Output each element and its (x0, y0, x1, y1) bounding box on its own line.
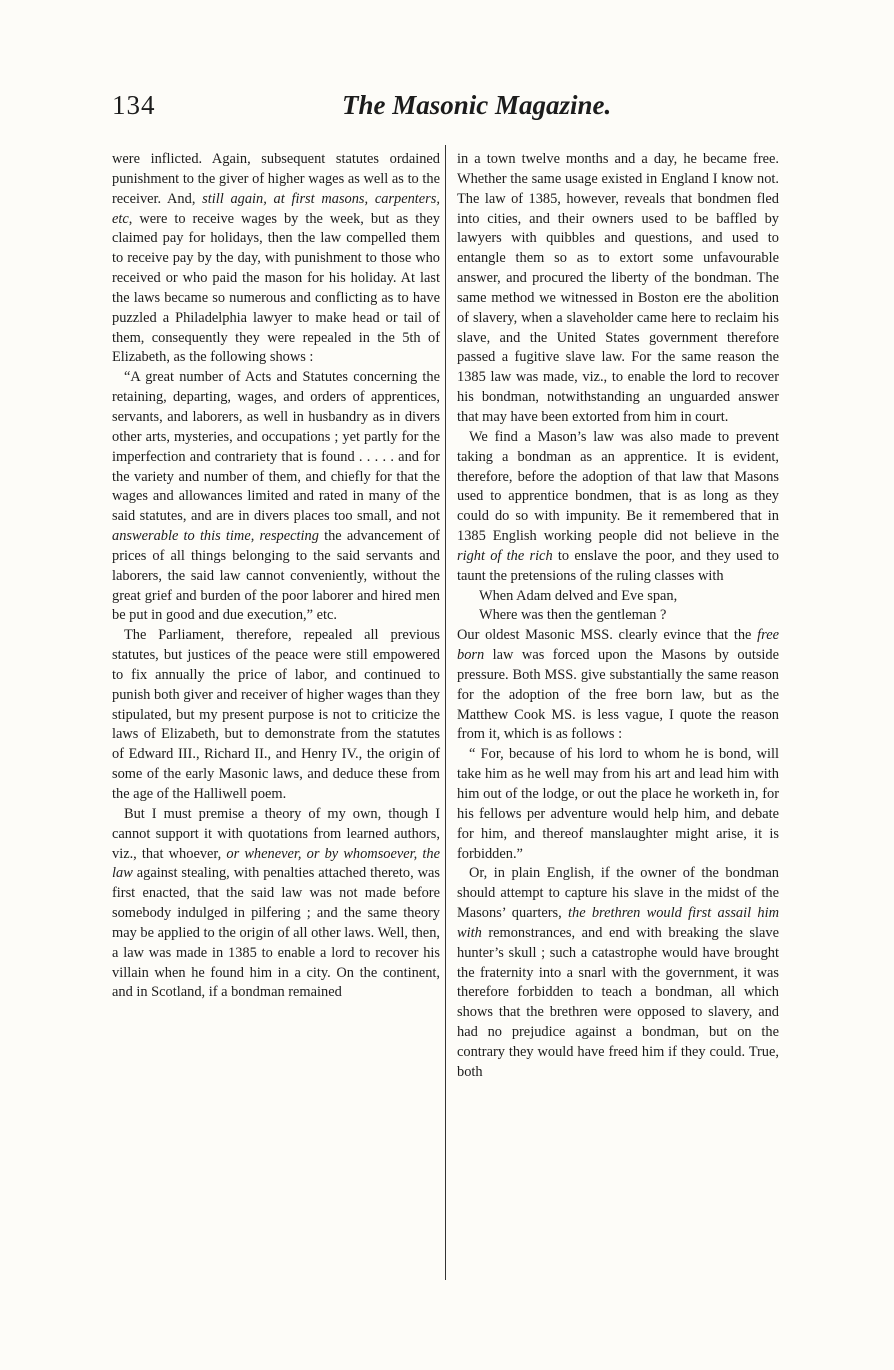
italic-text: answerable to this time, respecting (112, 528, 319, 545)
text-run: Our oldest Masonic MSS. clearly evince that the (457, 627, 752, 644)
text-run: were inflicted. Again, subsequent statutes ordained punishment to the giver of higher wages as well as to the receiver. And, (112, 151, 440, 207)
text-run: remonstrances, and end with breaking the slave hunter’s skull ; such a catastrophe would have brought the fraternity into a snarl with the government, it was therefore forbidden to teach a bondman, all which shows that the brethren were opposed to slavery, and had no prejudice against a bondman, but on the contrary they would have freed him if they could. True, both (457, 924, 779, 1080)
text-run: Or, in plain English, if the owner of the bondman should attempt to capture his slave in the midst of the Masons’ quarters, (457, 865, 779, 922)
text-run: We find a Mason’s law was also made to prevent taking a bondman as an apprentice. It is evident, therefore, before the adoption of that law that Masons used to apprentice bondmen, that is as long as they could do so with impunity. Be it remembered that in 1385 English working people did not believe in the (457, 428, 779, 545)
text-run: , were to receive wages by the week, but as they claimed pay for holidays, then the law compelled them to receive pay by the day, with punishment to those who received or who paid the mason for his holiday. At last the laws became so numerous and conflicting as to have puzzled a Philadelphia lawyer to make head or tail of them, consequently they were repealed in the 5th of Elizabeth, as the following shows : (112, 210, 440, 366)
page-header (112, 90, 776, 130)
right-column (451, 150, 779, 1083)
paragraph: The Parliament, therefore, repealed all previous statutes, but justices of the peace were still empowered to fix annually the price of labor, and continued to punish both giver and receiver of higher wages than they stipulated, but my present purpose is not to criticize the laws of Elizabeth, but to demonstrate from the statutes of Edward III., Richard II., and Henry IV., the origin of some of the early Masonic laws, and deduce these from the age of the Halliwell poem. (112, 627, 440, 802)
italic-text: free born (457, 627, 779, 664)
left-column (112, 150, 440, 1003)
text-run: against stealing, with penalties attached thereto, was first enacted, that the said law was not made before somebody indulged in pilfering ; and the same theory may be applied to the origin of all other laws. Well, then, a law was made in 1385 to enable a lord to recover his villain when he found him in a city. On the continent, and in Scotland, if a bondman remained (112, 865, 440, 1001)
cook-ms-quote: “ For, because of his lord to whom he is bond, will take him as he well may from his art and lead him with him out of the lodge, or out the place he worketh in, for his fellows per adventure would help him, and debate for him, and thereof manslaughter might arise, it is forbidden.” (457, 746, 779, 862)
text-run: law was forced upon the Masons by outside pressure. Both MSS. give substantially the same reason for the adoption of the free born law, but as the Matthew Cook MS. is less vague, I quote the reason from it, which is as follows : (457, 647, 779, 743)
italic-text: or whenever, or by whomsoever, the law (112, 845, 440, 882)
page-number: 134 (112, 90, 156, 120)
paragraph (457, 428, 779, 587)
column-divider (445, 145, 446, 1280)
paragraph (112, 150, 440, 368)
text-run: the advancement of prices of all things belonging to the said servants and laborers, the said law cannot conveniently, without the great grief and burden of the poor laborer and hired men be put in good and due execution,” etc. (112, 528, 440, 624)
italic-text: still again, at first masons, carpenters, etc (112, 190, 440, 227)
paragraph (112, 805, 440, 1003)
paragraph (457, 864, 779, 1082)
running-title: The Masonic Magazine. (342, 90, 612, 120)
verse-line: Where was then the gentleman ? (479, 607, 667, 624)
text-run: But I must premise a theory of my own, though I cannot support it with quotations from learned authors, viz., that whoever, (112, 805, 440, 862)
statute-quote (112, 368, 440, 626)
paragraph (457, 626, 779, 745)
verse-line: When Adam delved and Eve span, (479, 587, 678, 604)
text-run: to enslave the poor, and they used to taunt the pretensions of the ruling classes with (457, 547, 779, 584)
italic-text: right of the rich (457, 547, 553, 564)
paragraph: in a town twelve months and a day, he became free. Whether the same usage existed in England I know not. The law of 1385, however, reveals that bondmen fled into cities, and their owners used to be baffled by lawyers with quibbles and questions, and used to entangle them so as to extort some unfavourable answer, and procured the liberty of the bondman. The same method we witnessed in Boston ere the abolition of slavery, when a slaveholder came here to reclaim his slave, and the United States government therefore passed a fugitive slave law. For the same reason the 1385 law was made, viz., to enable the lord to recover his bondman, notwithstanding an unguarded answer that may have been extorted from him in court. (457, 151, 779, 425)
italic-text: the brethren would first assail him with (457, 905, 779, 941)
text-run: “A great number of Acts and Statutes concerning the retaining, departing, wages, and orders of apprentices, servants, and laborers, as well in husbandry as in divers other arts, mysteries, and occupations ; yet partly for the imperfection and contrariety that is found . . . . . and for the variety and number of them, and chiefly for that the wages and allowances limited and rated in many of the said statutes, and are in divers places too small, and not (112, 369, 440, 525)
